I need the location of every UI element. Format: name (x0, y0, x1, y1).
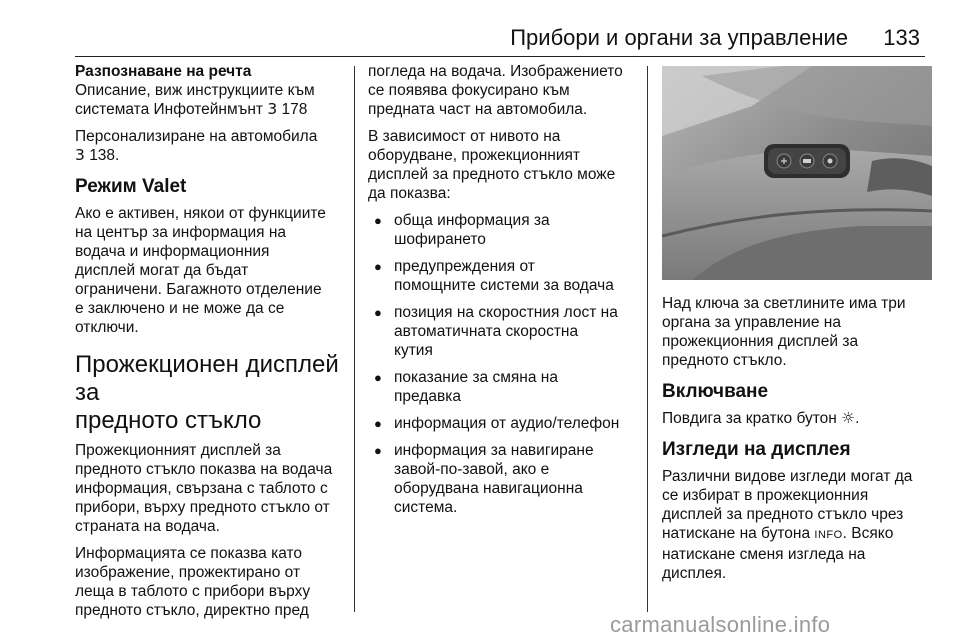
text-line: дисплей могат да бъдат (75, 262, 249, 279)
page-reference: 178 (281, 101, 308, 118)
page-header (0, 0, 960, 58)
column-1 (75, 62, 350, 628)
hud-controls-photo (662, 66, 932, 280)
list-item (368, 441, 643, 517)
text-line: страната на водача. (75, 518, 220, 535)
text-line: натискане сменя изгледа на (662, 546, 866, 563)
text-line: Повдига за кратко бутон (662, 410, 837, 427)
text-line: леща в таблото с прибори върху (75, 583, 311, 600)
header-rule (75, 56, 925, 57)
hud-controls-illustration (662, 66, 932, 280)
column-divider-left (354, 66, 355, 612)
text-line: отключи. (75, 319, 139, 336)
list-item (368, 257, 643, 295)
list-item (368, 211, 643, 249)
text-line: дисплей за предното стъкло може (368, 166, 616, 183)
text-line: информация от аудио/телефон (394, 415, 620, 432)
text-line: на център за информация на (75, 224, 287, 241)
text-line: автоматичната скоростна (394, 323, 579, 340)
list-item (368, 368, 643, 406)
text-line: прожекционния дисплей за (662, 333, 859, 350)
info-button-icon: INFO (814, 529, 843, 541)
text-line: предното стъкло, директно пред (75, 602, 309, 619)
text-line: информация за навигиране (394, 442, 594, 459)
hud-intro-paragraph (75, 441, 350, 536)
valet-paragraph (75, 204, 350, 337)
text-line: Информацията се показва като (75, 545, 303, 562)
text-line: позиция на скоростния лост на (394, 304, 618, 321)
list-item (368, 414, 643, 433)
text-line: предавка (394, 388, 461, 405)
text-line: предното стъкло показва на водача (75, 461, 333, 478)
text-line: Персонализиране на автомобила (75, 128, 318, 145)
text-line: ограничени. Багажното отделение (75, 281, 322, 298)
chapter-title: Прибори и органи за управление (510, 25, 848, 50)
text-line: изображение, прожектирано от (75, 564, 301, 581)
column-2 (368, 62, 643, 525)
hud-info-paragraph (75, 544, 350, 620)
text-line: система. (394, 499, 458, 516)
activation-paragraph: Повдига за кратко бутон ☼. (662, 409, 860, 427)
views-heading: Изгледи на дисплея (662, 439, 851, 460)
text-line: системата Инфотейнмънт (75, 101, 263, 118)
continuation-paragraph (368, 62, 643, 119)
text-line: В зависимост от нивото на (368, 128, 561, 145)
text-line: обща информация за (394, 212, 550, 229)
views-paragraph (662, 467, 932, 583)
text-line: Прожекционен дисплей за (75, 351, 339, 406)
column-3 (662, 66, 932, 591)
display-info-list (368, 211, 643, 517)
personalization-section (75, 127, 350, 165)
text-line: предното стъкло (75, 407, 262, 434)
text-line: предупреждения от (394, 258, 535, 275)
text-line: Различни видове изгледи могат да (662, 468, 913, 485)
text-line: Описание, виж инструкциите към (75, 82, 315, 99)
watermark: carmanualsonline.info (610, 612, 831, 637)
text-line: се избират в прожекционния (662, 487, 869, 504)
figure-caption (662, 294, 932, 370)
text-line: да показва: (368, 185, 451, 202)
text-line: помощните системи за водача (394, 277, 614, 294)
text-line: . Всяко (842, 525, 894, 542)
text-line: погледа на водача. Изображението (368, 63, 623, 80)
text-line: водача и информационния (75, 243, 270, 260)
list-item (368, 303, 643, 360)
column-divider-right (647, 66, 648, 612)
page-number: 133 (883, 25, 920, 50)
text-line: предното стъкло. (662, 352, 787, 369)
reference-arrow-icon: 3 (267, 100, 278, 118)
text-line: дисплея. (662, 565, 727, 582)
valet-heading: Режим Valet (75, 176, 187, 197)
text-line: оборудване, прожекционният (368, 147, 580, 164)
brightness-icon: ☼ (841, 409, 856, 427)
text-line: органа за управление на (662, 314, 841, 331)
text-line: кутия (394, 342, 433, 359)
text-line: показание за смяна на (394, 369, 558, 386)
text-line: Прожекционният дисплей за (75, 442, 281, 459)
text-line: натискане на бутона (662, 525, 811, 542)
page-reference: 138. (89, 147, 120, 164)
text-line: шофирането (394, 231, 486, 248)
text-line: прибори, върху предното стъкло от (75, 499, 330, 516)
text-line: завой-по-завой, ако е (394, 461, 550, 478)
text-line: оборудвана навигационна (394, 480, 583, 497)
control-panel (764, 144, 850, 178)
text-line: е заключено и не може да се (75, 300, 285, 317)
text-line: Ако е активен, някои от функциите (75, 205, 326, 222)
reference-arrow-icon: 3 (75, 146, 85, 164)
equipment-paragraph (368, 127, 643, 203)
activation-heading: Включване (662, 381, 769, 402)
text-line: Над ключа за светлините има три (662, 295, 906, 312)
speech-recognition-section (75, 62, 350, 119)
text-line: информация, свързана с таблото с (75, 480, 328, 497)
text-line: се появява фокусирано към (368, 82, 570, 99)
text-line: предната част на автомобила. (368, 101, 588, 118)
hud-heading (75, 351, 350, 435)
speech-recognition-title: Разпознаване на речта (75, 63, 252, 80)
text-line: дисплей за предното стъкло чрез (662, 506, 904, 523)
